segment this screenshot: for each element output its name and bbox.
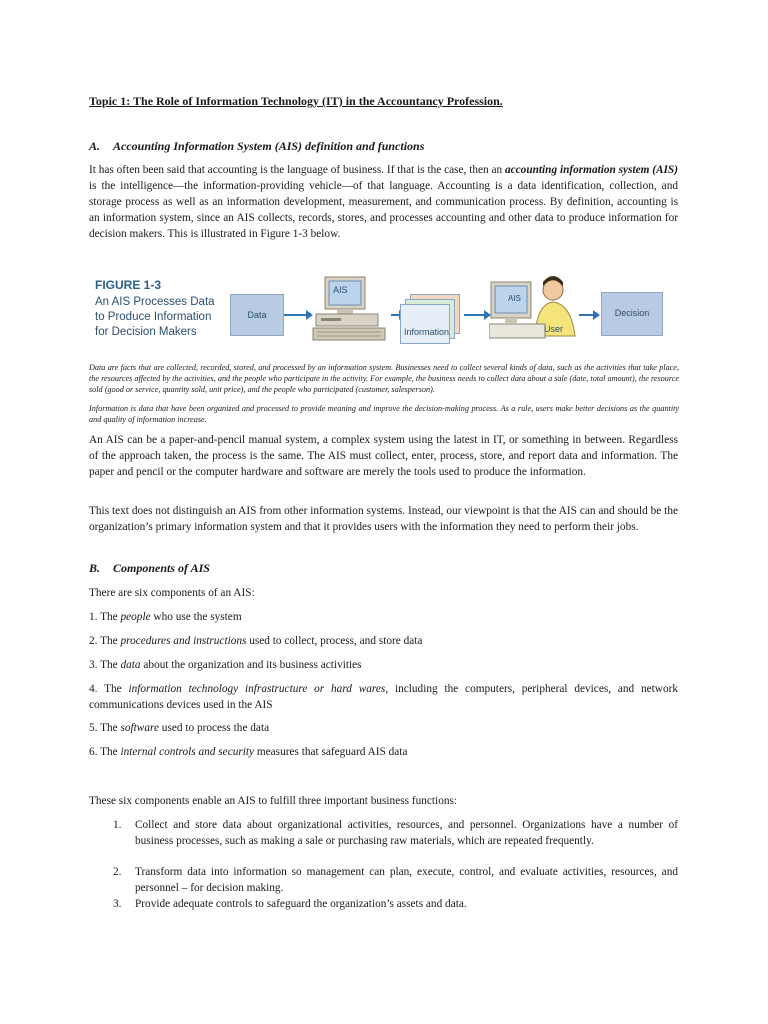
user-screen-label: AIS (508, 294, 521, 303)
component-term: software (120, 722, 159, 734)
component-prefix: 6. The (89, 746, 121, 758)
figure-label: FIGURE 1-3 (95, 278, 162, 292)
function-number: 1. (113, 819, 122, 831)
component-prefix: 4. The (89, 683, 129, 695)
component-item (89, 633, 678, 649)
component-prefix: 1. The (89, 611, 121, 623)
component-item (89, 720, 678, 736)
functions-intro: These six components enable an AIS to fulfill three important business functions: (89, 795, 458, 807)
figure-subtitle: An AIS Processes Data to Produce Information for Decision Makers (95, 296, 215, 338)
section-a-letter: A. (89, 139, 101, 153)
information-documents (400, 294, 460, 344)
p1-after: is the intelligence—the information-providing vehicle—of that language. Accounting is a data identification, collection, and storage process as well as an information development, measurement, and communication process. By definition, accounting is an information system, since an AIS collects, records, stores, and processes accounting and other data to produce information for decision makers. This is illustrated in Figure 1-3 below. (89, 180, 678, 240)
figure-user-label: User (544, 324, 564, 334)
component-suffix: about the organization and its business activities (140, 659, 362, 671)
figure-caption-information: Information is data that have been organized and processed to provide meaning and improve the decision-making process. As a rule, users make better decisions as the quantity and quality of information increase. (89, 404, 679, 424)
component-suffix: used to process the data (158, 722, 270, 734)
components-intro: There are six components of an AIS: (89, 587, 255, 599)
computer-icon (311, 274, 391, 352)
function-number: 3. (113, 898, 122, 910)
arrow-icon (284, 314, 308, 316)
ais-types-paragraph: An AIS can be a paper-and-pencil manual system, a complex system using the latest in IT, or something in between. Regardless of the approach taken, the process is the same. The AIS must collect, enter, process, store, and report data and information. The paper and pencil or the computer hardware and software are merely the tools used to produce the information. (89, 434, 678, 478)
figure-decision-box: Decision (601, 292, 663, 336)
p1-term: accounting information system (AIS) (505, 164, 678, 176)
function-item (113, 864, 678, 896)
function-text: Transform data into information so management can plan, execute, control, and evaluate activities, resources, and personnel – for decision making. (135, 866, 678, 894)
document-sheet (400, 304, 450, 344)
section-b-title: Components of AIS (113, 561, 210, 575)
function-item (113, 896, 678, 912)
topic-title: Topic 1: The Role of Information Technology (IT) in the Accountancy Profession. (89, 94, 503, 108)
component-term: people (120, 611, 151, 623)
component-prefix: 3. The (89, 659, 121, 671)
component-item (89, 609, 678, 625)
p1-before: It has often been said that accounting is the language of business. If that is the case, then an (89, 164, 505, 176)
section-a-title: Accounting Information System (AIS) definition and functions (113, 139, 425, 153)
component-item (89, 657, 678, 673)
figure-data-box: Data (230, 294, 284, 336)
section-a-heading (89, 139, 678, 154)
section-b-heading (89, 561, 210, 576)
component-prefix: 2. The (89, 635, 121, 647)
ais-viewpoint-paragraph: This text does not distinguish an AIS from other information systems. Instead, our viewpoint is that the AIS can and should be the organization’s primary information system and that it provides users with the information they need to perform their jobs. (89, 505, 678, 533)
component-suffix: measures that safeguard AIS data (254, 746, 408, 758)
figure-caption-data: Data are facts that are collected, recorded, stored, and processed by an information system. Businesses need to collect several kinds of data, such as the activities that take place, the resources affected by the activities, and the people who participate in the activity. For example, the business needs to collect data about a sale (date, total amount), the resource sold (good or service, quantity sold, unit price), and the people who participated (customer, salesperson). (89, 363, 679, 394)
component-term: internal controls and security (120, 746, 255, 758)
arrow-icon (579, 314, 595, 316)
component-term: information technology infrastructure or hard wares (128, 683, 386, 695)
component-suffix: , including the computers, peripheral devices, and network communications devices used in the AIS (89, 683, 679, 711)
component-suffix: who use the system (150, 611, 242, 623)
figure-1-3 (89, 274, 681, 358)
component-term: data (120, 659, 141, 671)
figure-information-label: Information (404, 327, 450, 337)
arrow-icon (464, 314, 486, 316)
component-prefix: 5. The (89, 722, 121, 734)
component-item (89, 744, 678, 760)
function-text: Provide adequate controls to safeguard the organization’s assets and data. (135, 898, 467, 910)
ais-definition-paragraph (89, 162, 678, 242)
user-computer-icon (489, 274, 579, 344)
function-item (113, 817, 678, 849)
computer-screen-label: AIS (333, 285, 348, 295)
component-suffix: used to collect, process, and store data (246, 635, 423, 647)
section-b-letter: B. (89, 561, 101, 575)
function-number: 2. (113, 866, 122, 878)
component-item (89, 681, 678, 713)
function-text: Collect and store data about organizational activities, resources, and personnel. Organizations have a number of business processes, such as making a sale or purchasing raw materials, which are repeated frequently. (135, 819, 678, 847)
component-term: procedures and instructions (120, 635, 247, 647)
